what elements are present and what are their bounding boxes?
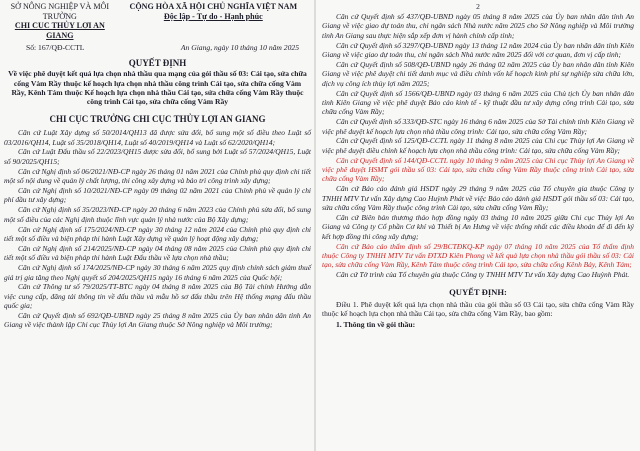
document-type: QUYẾT ĐỊNH: [128, 58, 187, 69]
legal-basis-item: Căn cứ Nghị định số 06/2021/NĐ-CP ngày 26 tháng 01 năm 2021 của Chính phủ quy định chi tiết một số nội dung về quản lý chất lượng, thi công xây dựng và bảo trì công trình xây dựng;: [4, 166, 311, 186]
legal-basis-item: Căn cứ Quyết định số 3297/QĐ-UBND ngày 13 tháng 12 năm 2024 của Ủy ban nhân dân tỉnh Kiên Giang về việc giao dự toán thu, chi ngân sách Nhà nước năm 2025 đối với cơ quan, đơn vị cấp tỉnh;: [322, 40, 634, 59]
ministry-name: SỞ NÔNG NGHIỆP VÀ MÔI TRƯỜNG: [10, 2, 110, 21]
decision-heading: QUYẾT ĐỊNH:: [449, 286, 507, 297]
article-1: Điều 1. Phê duyệt kết quả lựa chọn nhà thầu của gói thầu số 03 Cải tạo, sửa chữa cống Vàm Rầy thuộc kế hoạch lựa chọn nhà thầu Cải tạo, sửa chữa cống Vàm Rầy, bao gồm:: [322, 299, 634, 318]
issuing-authority: CHI CỤC TRƯỞNG CHI CỤC THỦY LỢI AN GIANG: [49, 114, 266, 125]
document-header: [4, 2, 311, 40]
number-date-row: [4, 43, 311, 52]
motto: Độc lập - Tự do - Hạnh phúc: [163, 11, 263, 21]
legal-basis-item: Căn cứ Nghị định số 174/2025/NĐ-CP ngày 30 tháng 6 năm 2025 quy định chính sách giảm thuế giá trị gia tăng theo Nghị quyết số 204/2025/QH15 ngày 16 tháng 6 năm 2025 của Quốc hội;: [4, 263, 311, 282]
legal-basis-item: Căn cứ Báo cáo đánh giá HSDT ngày 29 tháng 9 năm 2025 của Tổ chuyên gia thuộc Công ty TNHH MTV Tư vấn Xây dựng Cao Huỳnh Phát về việc Báo cáo đánh giá HSDT gói thầu số 03: Cải tạo, sửa chữa cống Vàm Rầy thuộc công trình Cải tạo, sửa chữa cống Vàm Rầy;: [322, 184, 634, 213]
document-number: Số: 167/QĐ-CCTL: [26, 43, 85, 53]
legal-basis-item-highlighted: Căn cứ Quyết định số 144/QĐ-CCTL ngày 10 tháng 9 năm 2025 của Chi cục Thủy lợi An Giang về việc phê duyệt HSMT gói thầu số 03: Cải tạo, sửa chữa cống Vàm Rầy thuộc công trình Cải tạo, sửa chữa cống Vàm Rầy;: [322, 155, 634, 184]
legal-basis-item: Căn cứ Nghị định số 35/2023/NĐ-CP ngày 20 tháng 6 năm 2023 của Chính phủ sửa đổi, bổ sung một số điều của các Nghị định thuộc lĩnh vực quản lý nhà nước của Bộ Xây dựng;: [4, 205, 311, 224]
legal-basis-item: Căn cứ Nghị định số 175/2024/NĐ-CP ngày 30 tháng 12 năm 2024 của Chính phủ quy định chi tiết một số điều và biện pháp thi hành Luật Xây dựng về quản lý hoạt động xây dựng;: [4, 224, 311, 243]
legal-basis-item: Căn cứ Nghị định số 214/2025/NĐ-CP ngày 04 tháng 08 năm 2025 của Chính phủ quy định chi tiết một số điều và biện pháp thi hành Luật Đấu thầu về lựa chọn nhà thầu;: [4, 243, 311, 263]
legal-basis-item: Căn cứ Quyết định số 692/QĐ-UBND ngày 25 tháng 8 năm 2025 của Ủy ban nhân dân tỉnh An Giang về việc thành lập Chi cục Thủy lợi An Giang thuộc Sở Nông nghiệp và Môi trường;: [4, 311, 311, 330]
legal-basis-list: [4, 128, 311, 330]
legal-basis-list-continued: [322, 12, 634, 280]
agency-name: CHI CỤC THỦY LỢI AN GIANG: [14, 21, 105, 40]
page-1: [0, 0, 314, 451]
nation-name: CỘNG HÒA XÃ HỘI CHỦ NGHĨA VIỆT NAM: [129, 2, 298, 11]
issuer-block: [4, 2, 116, 40]
place-date: An Giang, ngày 10 tháng 10 năm 2025: [180, 43, 299, 53]
legal-basis-item: Căn cứ Luật Đấu thầu số 22/2023/QH15 được sửa đổi, bổ sung bởi Luật số 57/2024/QH15, Luật số 90/2025/QH15;: [4, 147, 311, 166]
legal-basis-item: Căn cứ Tờ trình của Tổ chuyên gia thuộc Công ty TNHH MTV Tư vấn Xây dựng Cao Huỳnh Phát.: [336, 270, 630, 280]
legal-basis-item: Căn cứ Quyết định số 1566/QĐ-UBND ngày 03 tháng 6 năm 2025 của Chủ tịch Ủy ban nhân dân tỉnh Kiên Giang về việc phê duyệt Báo cáo kinh tế - kỹ thuật đầu tư xây dựng công trình Cải tạo, sửa chữa cống Vàm Rầy;: [322, 88, 634, 117]
section-1-heading: 1. Thông tin về gói thầu:: [336, 320, 416, 330]
legal-basis-item: Căn cứ Quyết định số 333/QĐ-STC ngày 16 tháng 6 năm 2025 của Sở Tài chính tỉnh Kiên Giang về việc phê duyệt kế hoạch lựa chọn nhà thầu công trình: Cải tạo, sửa chữa cống Vàm Rầy;: [322, 117, 634, 136]
legal-basis-item: Căn cứ Nghị định số 10/2021/NĐ-CP ngày 09 tháng 02 năm 2021 của Chính phủ về quản lý chi phí đầu tư xây dựng;: [4, 186, 311, 205]
national-motto-block: [116, 2, 311, 40]
page-number: 2: [476, 2, 480, 11]
legal-basis-item: Căn cứ Quyết định số 125/QĐ-CCTL ngày 11 tháng 8 năm 2025 của Chi cục Thủy lợi An Giang về việc phê duyệt điều chỉnh kế hoạch lựa chọn nhà thầu công trình: Cải tạo, sửa chữa cống Vàm Rầy;: [322, 136, 634, 155]
legal-basis-item: Căn cứ Thông tư số 79/2025/TT-BTC ngày 04 tháng 8 năm 2025 của Bộ Tài chính Hướng dẫn việc cung cấp, đăng tải thông tin về đấu thầu và mẫu hồ sơ đấu thầu trên Hệ thống mạng đấu thầu quốc gia;: [4, 282, 311, 311]
legal-basis-item-highlighted: Căn cứ Báo cáo thẩm định số 29/BCTĐKQ-KP ngày 07 tháng 10 năm 2025 của Tổ thẩm định thuộc Công ty TNHH MTV Tư vấn ĐTXD Kiên Phong về kết quả lựa chọn nhà thầu gói thầu số 03: Cải tạo, sửa chữa cống Vàm Rầy, Kênh Tám thuộc công trình Cải tạo, sửa chữa cống Kênh Bảy, Kênh Tám;: [322, 241, 634, 270]
document-subject: Về việc phê duyệt kết quả lựa chọn nhà thầu qua mạng của gói thầu số 03: Cải tạo, sửa chữa cống Vàm Rầy thuộc kế hoạch lựa chọn nhà thầu công trình Cải tạo, sửa chữa cống Vàm Rầy, Kênh Tám thuộc Kế hoạch lựa chọn nhà thầu Cải tạo, sửa chữa cống Vàm Rầy thuộc công trình Cải tạo, sửa chữa cống Vàm Rầy: [8, 69, 307, 106]
legal-basis-item: Căn cứ Quyết định số 508/QĐ-UBND ngày 26 tháng 02 năm 2025 của Ủy ban nhân dân tỉnh Kiên Giang về việc phê duyệt chi tiết danh mục và điều chỉnh vốn kế hoạch kinh phí sự nghiệp sửa chữa lớn, dịch vụ công ích thủy lợi năm 2025;: [322, 59, 634, 88]
page-2: [316, 0, 640, 451]
legal-basis-item: Căn cứ Biên bản thương thảo hợp đồng ngày 03 tháng 10 năm 2025 giữa Chi cục Thủy lợi An Giang và Công ty Cổ phần Cơ khí và Thiết bị An Hưng về việc thống nhất các điều khoản để đi đến ký kết hợp đồng thi công xây dựng;: [322, 212, 634, 241]
legal-basis-item: Căn cứ Luật Xây dựng số 50/2014/QH13 đã được sửa đổi, bổ sung một số điều theo Luật số 03/2016/QH14, Luật số 35/2018/QH14, Luật số 40/2019/QH14 và Luật số 62/2020/QH14;: [4, 128, 311, 147]
legal-basis-item: Căn cứ Quyết định số 437/QĐ-UBND ngày 05 tháng 8 năm 2025 của Ủy ban nhân dân tỉnh An Giang về việc giao dự toán thu, chi ngân sách Nhà nước năm 2025 cho Sở Nông nghiệp và Môi trường tỉnh An Giang sau thực hiện sắp xếp đơn vị hành chính cấp tỉnh;: [322, 12, 634, 40]
